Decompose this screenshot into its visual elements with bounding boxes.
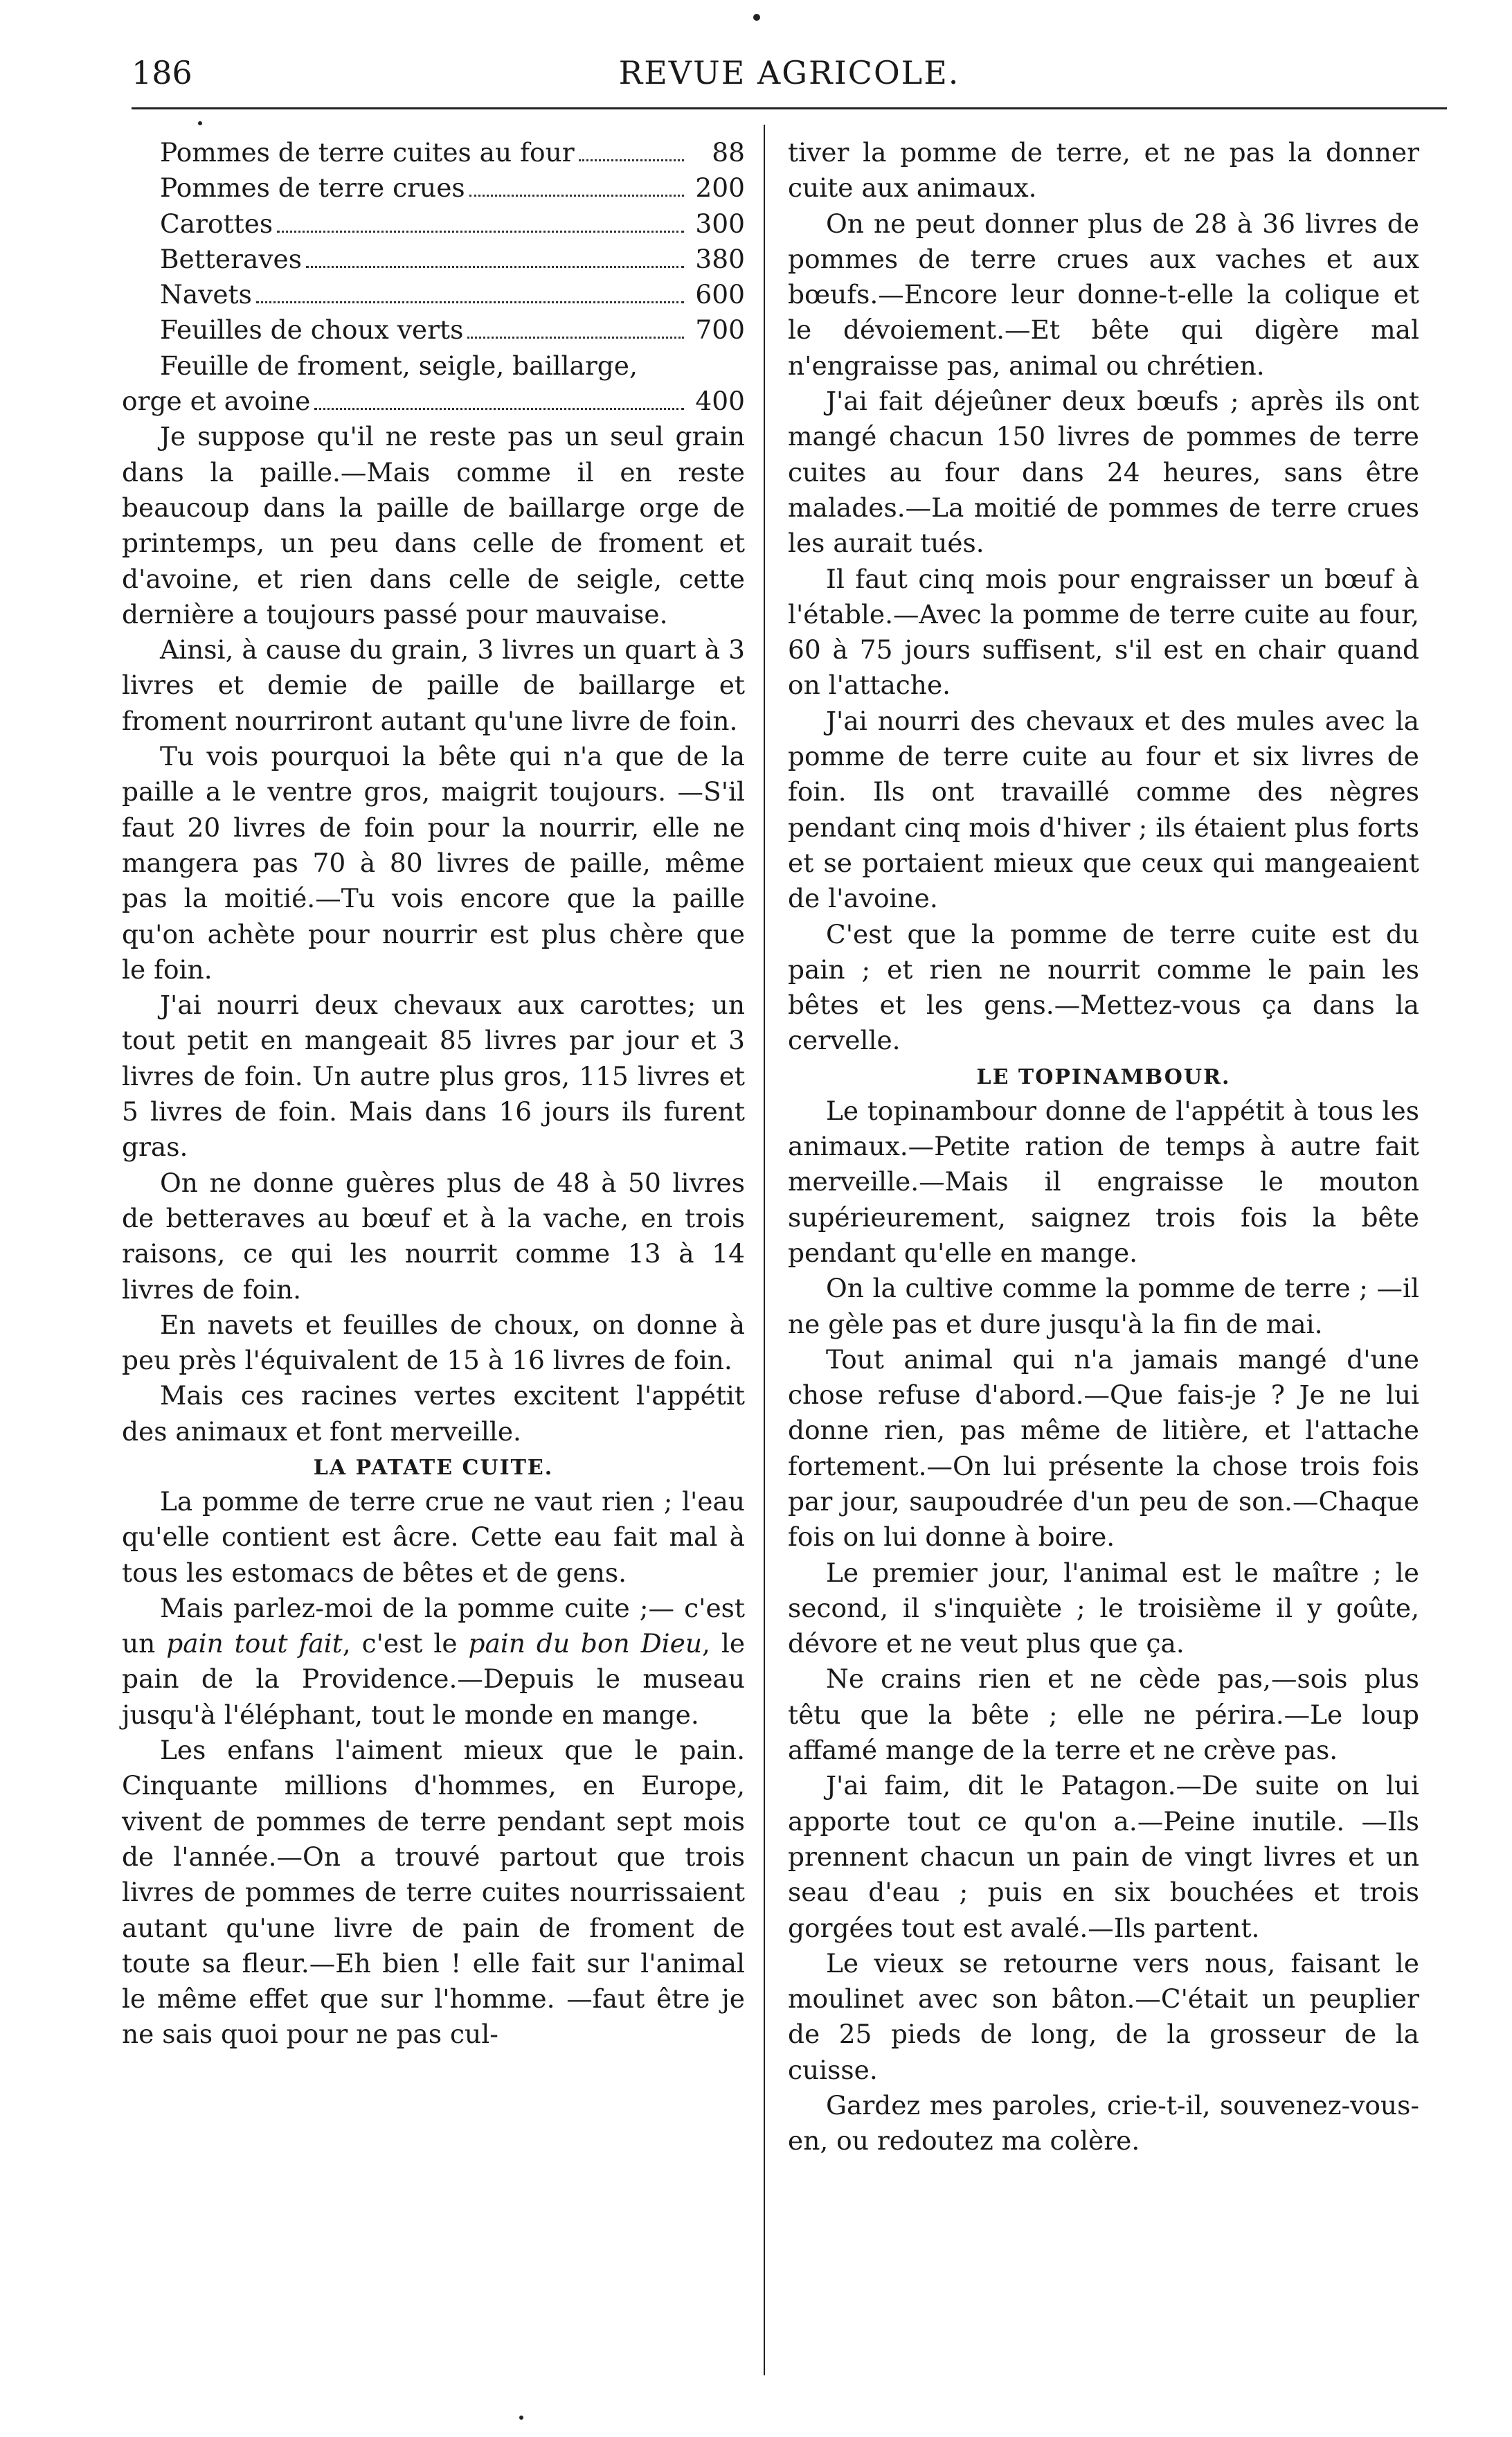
row-value: 300 — [695, 208, 745, 239]
paragraph: On ne peut donner plus de 28 à 36 livres de pommes de terre crues aux vaches et aux bœufs.—Encore leur donne-t-elle la colique et le dévoiement.—Et bête qui digère mal n'engraisse pas, animal ou chrétien. — [788, 208, 1419, 381]
right-column — [788, 135, 1419, 2159]
paragraph: Mais ces racines vertes excitent l'appétit des animaux et font merveille. — [122, 1380, 745, 1447]
paragraph: Gardez mes paroles, crie-t-il, souvenez-vous-en, ou redoutez ma colère. — [788, 2090, 1419, 2157]
running-title: REVUE AGRICOLE. — [618, 54, 960, 91]
paragraph: Tout animal qui n'a jamais mangé d'une chose refuse d'abord.—Que fais-je ? Je ne lui donne rien, pas même de litière, et l'attache fortement.—On lui présente la chose trois fois par jour, saupoudrée d'un peu de son.—Chaque fois on lui donne à boire. — [788, 1344, 1419, 1553]
text-run: , le pain de la Providence.—Depuis le museau jusqu'à l'éléphant, tout le monde en mange. — [122, 1628, 746, 1730]
paragraph: Ne crains rien et ne cède pas,—sois plus têtu que la bête ; elle ne périra.—Le loup affamé mange de la terre et ne crève pas. — [788, 1663, 1419, 1766]
row-value: 700 — [695, 314, 745, 346]
section-heading: LE TOPINAMBOUR. — [976, 1064, 1231, 1089]
row-label: Betteraves — [160, 243, 302, 274]
left-column — [122, 135, 745, 2053]
row-label: Pommes de terre crues — [160, 172, 465, 204]
text-run: Mais parlez-moi de la pomme cuite ;— c'est un — [122, 1592, 745, 1659]
paragraph: On la cultive comme la pomme de terre ; —il ne gèle pas et dure jusqu'à la fin de mai. — [788, 1273, 1419, 1339]
paragraph: Le vieux se retourne vers nous, faisant le moulinet avec son bâton.—C'était un peuplier de 25 pieds de long, de la grosseur de la cuisse. — [788, 1947, 1419, 2085]
paragraph: Il faut cinq mois pour engraisser un bœuf à l'étable.—Avec la pomme de terre cuite au four, 60 à 75 jours suffisent, s'il est en chair quand on l'attache. — [788, 563, 1419, 701]
paragraph: J'ai nourri des chevaux et des mules avec la pomme de terre cuite au four et six livres de foin. Ils ont travaillé comme des nègres pendant cinq mois d'hiver ; ils étaient plus forts et se portaient mieux que ceux qui mangeaient de l'avoine. — [788, 705, 1419, 914]
row-value: 400 — [695, 386, 745, 417]
text-run: , c'est le — [342, 1628, 469, 1659]
paragraph: C'est que la pomme de terre cuite est du pain ; et rien ne nourrit comme le pain les bêtes et les gens.—Mettez-vous ça dans la cervelle. — [788, 918, 1419, 1056]
paragraph: tiver la pomme de terre, et ne pas la donner cuite aux animaux. — [788, 137, 1419, 204]
paragraph — [122, 1591, 745, 1733]
row-value: 600 — [695, 279, 745, 310]
column-divider — [764, 125, 765, 2375]
italic-phrase: pain tout fait — [166, 1628, 343, 1659]
paragraph: Tu vois pourquoi la bête qui n'a que de la paille a le ventre gros, maigrit toujours. —S'il faut 20 livres de foin pour la nourrir, elle ne mangera pas 70 à 80 livres de paille, même pas la moitié.—Tu vois encore que la paille qu'on achète pour nourrir est plus chère que le foin. — [122, 741, 745, 985]
print-mark — [198, 121, 202, 125]
row-label: Carottes — [160, 208, 273, 239]
print-mark — [519, 2416, 523, 2420]
row-value: 88 — [712, 137, 745, 168]
table-row — [160, 206, 745, 242]
paragraph: On ne donne guères plus de 48 à 50 livres de betteraves au bœuf et à la vache, en trois raisons, ce qui les nourrit comme 13 à 14 livres de foin. — [122, 1167, 745, 1305]
table-row — [160, 277, 745, 312]
row-value: 200 — [695, 172, 745, 204]
paragraph: Le topinambour donne de l'appétit à tous les animaux.—Petite ration de temps à autre fait merveille.—Mais il engraisse le mouton supérieurement, saignez trois fois la bête pendant qu'elle en mange. — [788, 1095, 1419, 1268]
table-row — [160, 170, 745, 206]
leader-dots — [314, 408, 684, 410]
header-rule — [132, 107, 1447, 109]
row-value: 380 — [695, 243, 745, 274]
section-heading: LA PATATE CUITE. — [313, 1455, 554, 1480]
leader-dots — [306, 266, 684, 268]
paragraph: J'ai faim, dit le Patagon.—De suite on lui apporte tout ce qu'on a.—Peine inutile. —Ils prennent chacun un pain de vingt livres et un seau d'eau ; puis en six bouchées et trois gorgées tout est avalé.—Ils partent. — [788, 1770, 1419, 1943]
paragraph: Ainsi, à cause du grain, 3 livres un quart à 3 livres et demie de paille de baillarge et froment nourriront autant qu'une livre de foin. — [122, 634, 745, 736]
top-ornament — [753, 14, 760, 21]
paragraph: Les enfans l'aiment mieux que le pain. Cinquante millions d'hommes, en Europe, vivent de pommes de terre pendant sept mois de l'année.—On a trouvé partout que trois livres de pommes de terre cuites nourrissaient autant qu'une livre de pain de froment de toute sa fleur.—Eh bien ! elle fait sur l'animal le même effet que sur l'homme. —faut être je ne sais quoi pour ne pas cul- — [122, 1735, 745, 2050]
row-label: Feuilles de choux verts — [160, 314, 464, 346]
leader-dots — [467, 337, 684, 339]
page-number: 186 — [132, 54, 192, 91]
paragraph: J'ai fait déjeûner deux bœufs ; après ils ont mangé chacun 150 livres de pommes de terre cuites au four dans 24 heures, sans être malades.—La moitié de pommes de terre crues les aurait tués. — [788, 386, 1419, 559]
table-row — [160, 135, 745, 170]
feed-equivalence-table — [122, 135, 745, 419]
table-row — [160, 348, 745, 384]
row-label: Feuille de froment, seigle, baillarge, — [160, 350, 638, 381]
leader-dots — [256, 301, 684, 303]
leader-dots — [469, 195, 684, 197]
italic-phrase: pain du bon Dieu — [468, 1628, 702, 1659]
row-label: orge et avoine — [122, 386, 311, 417]
table-row — [122, 384, 745, 419]
table-row — [160, 242, 745, 277]
paragraph: Je suppose qu'il ne reste pas un seul grain dans la paille.—Mais comme il en reste beaucoup dans la paille de baillarge orge de printemps, un peu dans celle de froment et d'avoine, et rien dans celle de seigle, cette dernière a toujours passé pour mauvaise. — [122, 421, 745, 630]
leader-dots — [579, 159, 684, 161]
paragraph: La pomme de terre crue ne vaut rien ; l'eau qu'elle contient est âcre. Cette eau fait mal à tous les estomacs de bêtes et de gens. — [122, 1485, 745, 1588]
table-row — [160, 312, 745, 348]
leader-dots — [277, 231, 684, 233]
row-label: Navets — [160, 279, 252, 310]
paragraph: En navets et feuilles de choux, on donne à peu près l'équivalent de 15 à 16 livres de foin. — [122, 1309, 745, 1376]
paragraph: J'ai nourri deux chevaux aux carottes; un tout petit en mangeait 85 livres par jour et 3 livres de foin. Un autre plus gros, 115 livres et 5 livres de foin. Mais dans 16 jours ils furent gras. — [122, 990, 745, 1163]
page-header — [132, 54, 1447, 109]
row-label: Pommes de terre cuites au four — [160, 137, 575, 168]
paragraph: Le premier jour, l'animal est le maître ; le second, il s'inquiète ; le troisième il y goûte, dévore et ne veut plus que ça. — [788, 1557, 1419, 1659]
